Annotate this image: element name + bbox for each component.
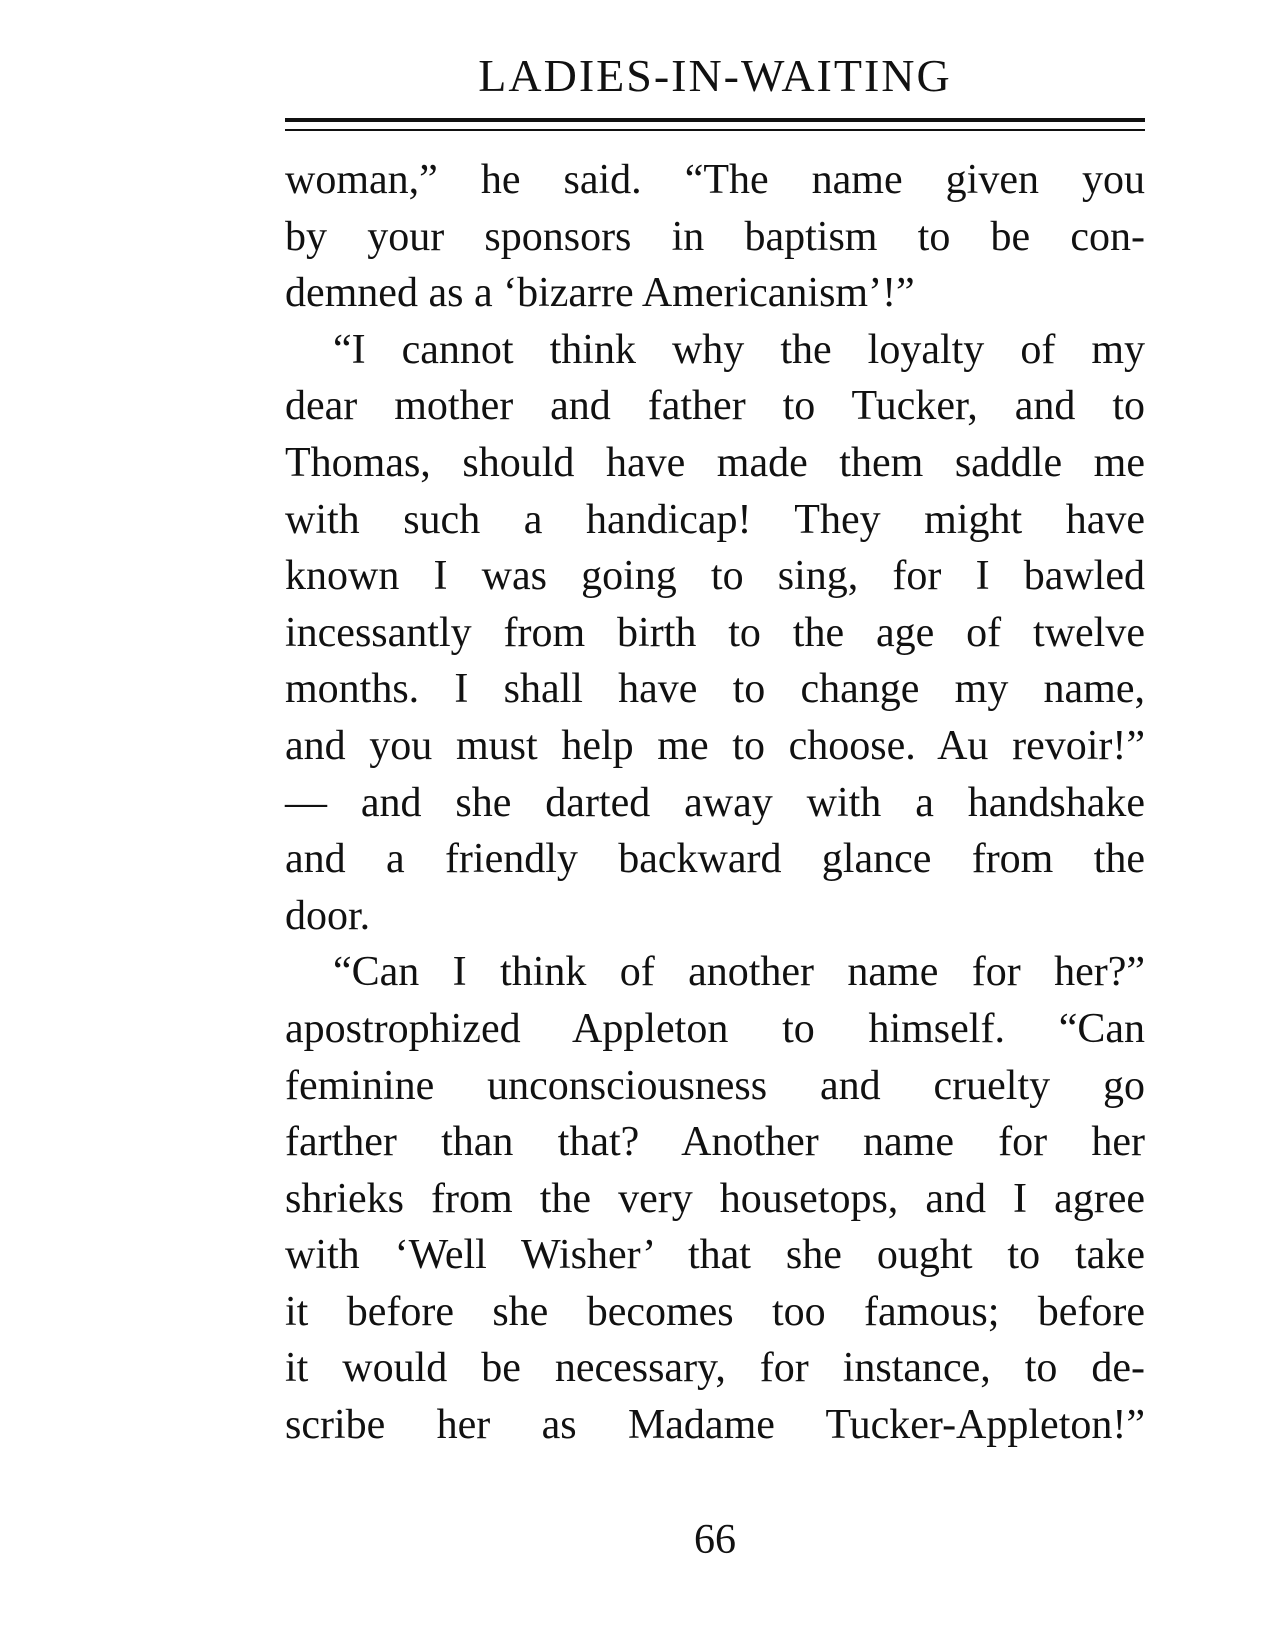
text-line: incessantly from birth to the age of twelve [285, 609, 1145, 656]
text-line: it would be necessary, for instance, to de- [285, 1345, 1145, 1392]
text-line: by your sponsors in baptism to be con- [285, 213, 1145, 260]
text-line: — and she darted away with a handshake [285, 779, 1145, 826]
text-line: and you must help me to choose. Au revoir!” [285, 722, 1145, 769]
text-line: woman,” he said. “The name given you [285, 157, 1145, 203]
text-line: dear mother and father to Tucker, and to [285, 383, 1145, 430]
text-line: with ‘Well Wisher’ that she ought to take [285, 1232, 1145, 1279]
body-text [285, 152, 1145, 1454]
text-line: it before she becomes too famous; before [285, 1288, 1145, 1335]
text-line: shrieks from the very housetops, and I agree [285, 1175, 1145, 1222]
header-rule-thick [285, 118, 1145, 122]
text-line: “Can I think of another name for her?” [333, 949, 1145, 996]
text-line: known I was going to sing, for I bawled [285, 553, 1145, 600]
text-line: with such a handicap! They might have [285, 496, 1145, 543]
text-line: door. [285, 892, 371, 939]
text-line: farther than that? Another name for her [285, 1119, 1145, 1166]
running-head: LADIES-IN-WAITING [478, 50, 952, 101]
header-rule-thin [285, 129, 1145, 131]
text-line: scribe her as Madame Tucker-Appleton!” [285, 1402, 1145, 1449]
text-line: and a friendly backward glance from the [285, 836, 1145, 883]
text-line: Thomas, should have made them saddle me [285, 439, 1145, 486]
text-line: feminine unconsciousness and cruelty go [285, 1062, 1145, 1109]
text-line: demned as a ‘bizarre Americanism’!” [285, 270, 915, 317]
page-number: 66 [694, 1517, 736, 1563]
text-line: apostrophized Appleton to himself. “Can [285, 1005, 1145, 1052]
text-line: months. I shall have to change my name, [285, 666, 1145, 713]
text-line: “I cannot think why the loyalty of my [333, 326, 1145, 373]
